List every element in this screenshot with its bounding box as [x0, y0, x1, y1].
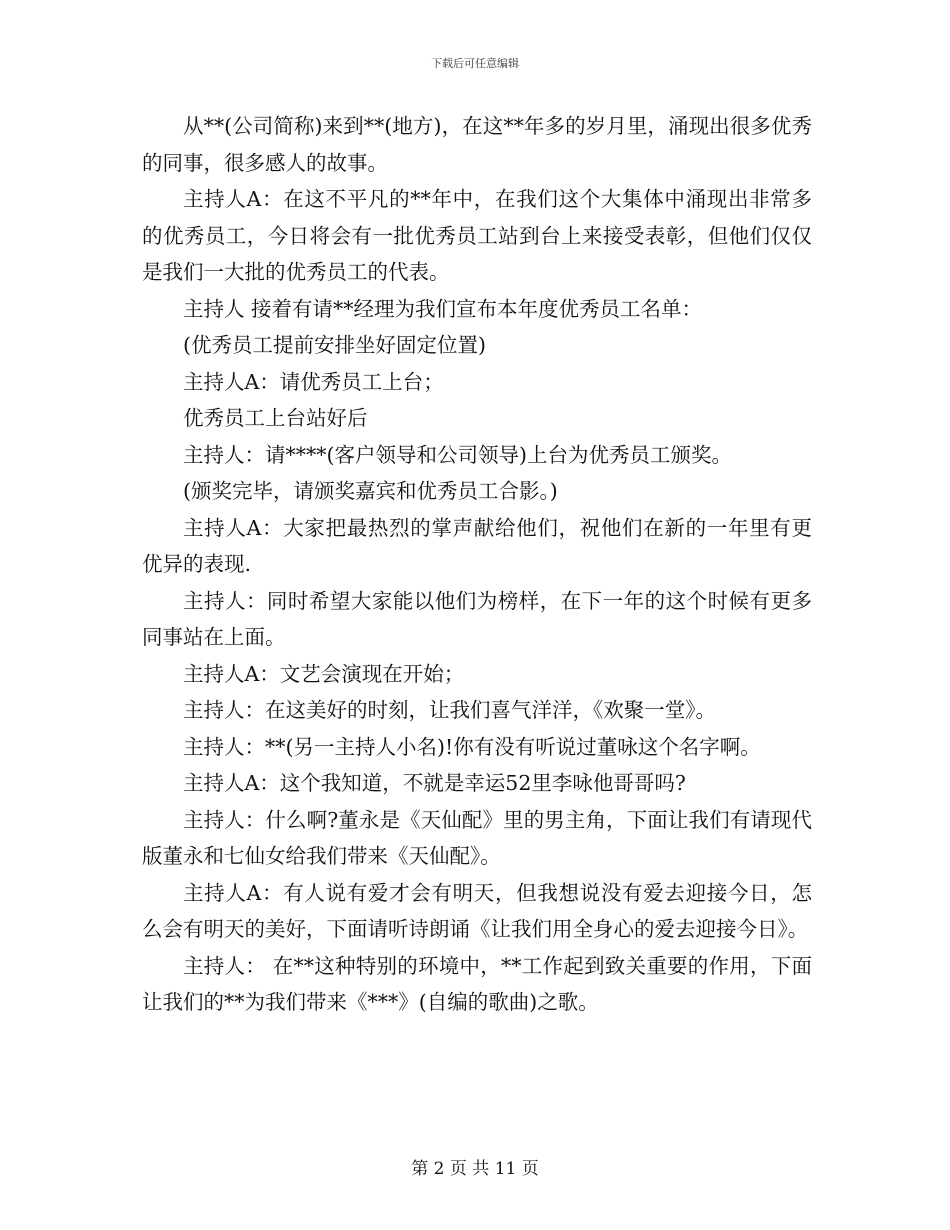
page-number-footer: 第 2 页 共 11 页 — [411, 1159, 539, 1179]
paragraph: 主持人A：在这不平凡的**年中，在我们这个大集体中涌现出非常多的优秀员工，今日将会有一批优秀员工站到台上来接受表彰，但他们仅仅是我们一大批的优秀员工的代表。 — [142, 187, 812, 284]
paragraph: (优秀员工提前安排坐好固定位置) — [183, 333, 486, 357]
paragraph: 主持人 接着有请**经理为我们宣布本年度优秀员工名单： — [183, 296, 703, 321]
paragraph: 主持人A：有人说有爱才会有明天，但我想说没有爱去迎接今日，怎么会有明天的美好，下面请听诗朗诵《让我们用全身心的爱去迎接今日》。 — [142, 880, 812, 941]
paragraph: 主持人A：文艺会演现在开始； — [183, 661, 465, 686]
paragraph: 主持人A：这个我知道，不就是幸运52里李咏他哥哥吗? — [183, 771, 686, 795]
paragraph: (颁奖完毕，请颁奖嘉宾和优秀员工合影。) — [183, 479, 558, 503]
paragraph: 主持人：同时希望大家能以他们为榜样，在下一年的这个时候有更多同事站在上面。 — [142, 588, 812, 649]
paragraph: 主持人：什么啊?董永是《天仙配》里的男主角，下面让我们有请现代版董永和七仙女给我们带来《天仙配》。 — [142, 807, 812, 868]
paragraph: 从**(公司简称)来到**(地方)，在这**年多的岁月里，涌现出很多优秀的同事，很多感人的故事。 — [142, 114, 812, 175]
page-header-note: 下载后可任意编辑 — [431, 57, 519, 70]
paragraph: 主持人A：请优秀员工上台； — [183, 369, 444, 394]
paragraph: 主持人A：大家把最热烈的掌声献给他们，祝他们在新的一年里有更优异的表现. — [142, 515, 812, 576]
paragraph: 优秀员工上台站好后 — [183, 406, 368, 430]
paragraph: 主持人：请****(客户领导和公司领导)上台为优秀员工颁奖。 — [183, 442, 732, 467]
paragraph: 主持人： 在**这种特别的环境中，**工作起到致关重要的作用，下面让我们的**为我们带来《***》(自编的歌曲)之歌。 — [142, 953, 812, 1014]
paragraph: 主持人：在这美好的时刻，让我们喜气洋洋，《欢聚一堂》。 — [183, 698, 716, 722]
document-body — [142, 108, 812, 1021]
paragraph: 主持人：**(另一主持人小名)!你有没有听说过董咏这个名字啊。 — [183, 734, 761, 759]
